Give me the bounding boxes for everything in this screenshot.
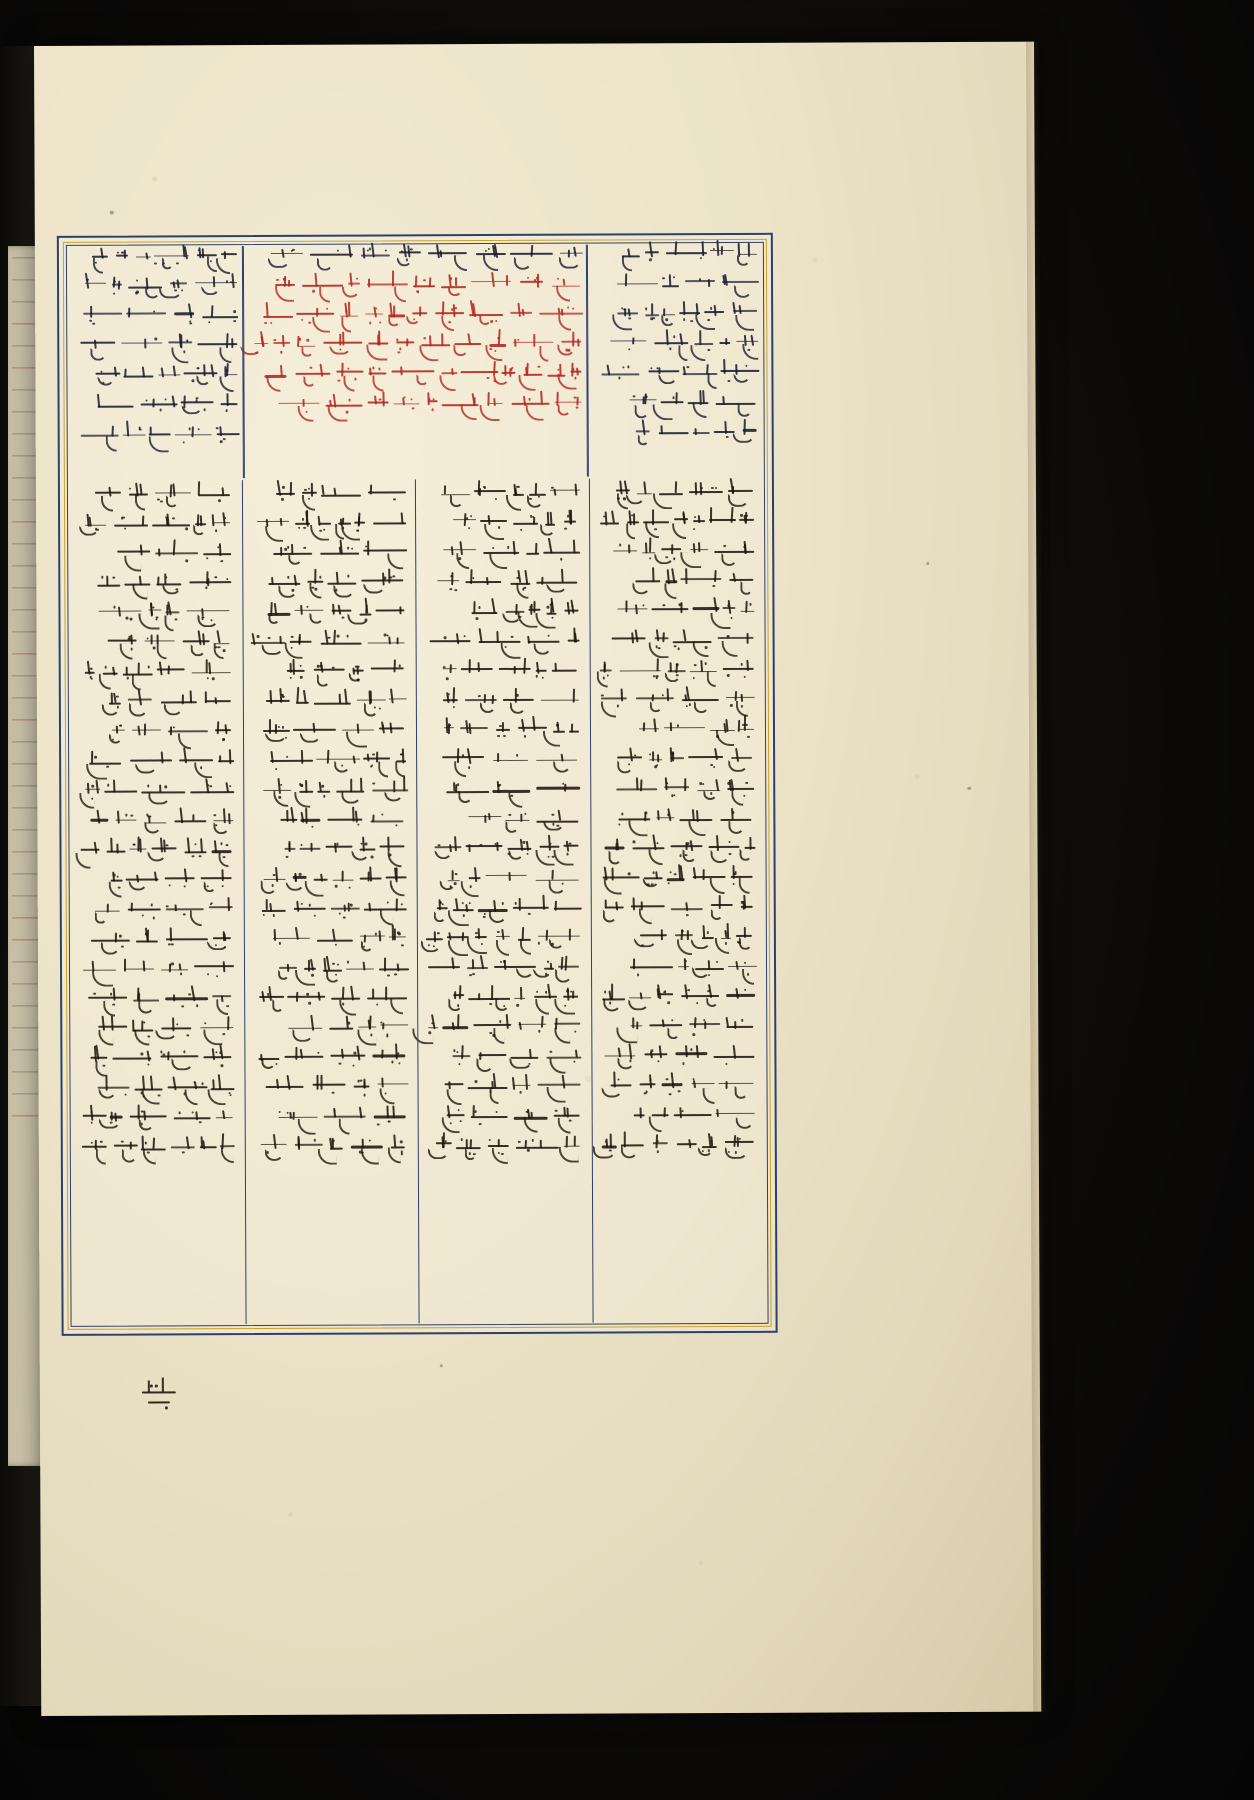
text-line [250, 958, 411, 980]
text-line [75, 484, 236, 506]
ruled-text-block [57, 233, 778, 1336]
text-line [249, 513, 410, 535]
text-line [423, 631, 584, 653]
folio-layout-label [1033, 42, 1034, 43]
text-line [425, 1106, 586, 1128]
text-line [75, 514, 236, 536]
text-line [596, 719, 758, 741]
text-line [598, 1135, 760, 1157]
text-line [596, 660, 758, 682]
text-line [424, 869, 585, 891]
text-line [597, 808, 759, 830]
text-line [424, 987, 585, 1009]
text-line [78, 1078, 239, 1100]
rubric-heading-panel [68, 244, 763, 479]
verse-column-1 [69, 480, 246, 1325]
text-line [597, 838, 759, 860]
text-line [77, 1018, 238, 1040]
text-line [78, 1108, 239, 1130]
text-line [250, 751, 411, 773]
text-line [250, 780, 411, 802]
text-line [251, 1018, 412, 1040]
verse-column-3 [416, 479, 593, 1324]
text-line [244, 393, 586, 416]
text-line [423, 839, 584, 861]
text-line [77, 959, 238, 981]
text-line [78, 1137, 239, 1159]
text-line [244, 245, 586, 268]
text-line [425, 1136, 586, 1158]
text-line [596, 601, 758, 623]
text-line [77, 989, 238, 1011]
text-line [251, 1047, 412, 1069]
text-line [596, 541, 758, 563]
text-line [251, 1077, 412, 1099]
text-line [244, 304, 586, 327]
text-line [596, 571, 758, 593]
text-line [422, 483, 583, 505]
text-line [249, 721, 410, 743]
text-line [424, 958, 585, 980]
text-line [423, 809, 584, 831]
text-line [424, 928, 585, 950]
text-line [597, 927, 759, 949]
text-line [77, 929, 238, 951]
text-line [597, 957, 759, 979]
text-line [76, 662, 237, 684]
text-line [597, 897, 759, 919]
text-line [597, 779, 759, 801]
text-line [596, 512, 758, 534]
text-line [249, 661, 410, 683]
text-line [69, 424, 243, 446]
text-line [248, 483, 409, 505]
text-line [76, 751, 237, 773]
text-line [597, 868, 759, 890]
margin-speck [110, 211, 114, 215]
text-line [250, 929, 411, 951]
rubric-column-center [243, 245, 588, 478]
text-line [423, 720, 584, 742]
text-line [595, 482, 757, 504]
text-line [68, 365, 242, 387]
text-line [249, 543, 410, 565]
text-line [423, 750, 584, 772]
rubric-column-left [587, 244, 763, 477]
text-line [68, 246, 242, 268]
text-line [251, 988, 412, 1010]
text-line [77, 870, 238, 892]
text-line [598, 1016, 760, 1038]
rubric-column-right [68, 246, 244, 479]
margin-speck [440, 1364, 443, 1367]
text-line [250, 810, 411, 832]
text-line [249, 602, 410, 624]
text-line [425, 1076, 586, 1098]
text-line [423, 779, 584, 801]
text-line [68, 305, 242, 327]
text-line [75, 603, 236, 625]
text-line [77, 900, 238, 922]
text-line [251, 1107, 412, 1129]
text-line [589, 392, 763, 414]
folio-script-label [1033, 42, 1034, 43]
text-line [588, 303, 762, 325]
text-line [424, 1047, 585, 1069]
text-line [589, 422, 763, 444]
text-line [76, 692, 237, 714]
text-line [596, 690, 758, 712]
text-line [422, 601, 583, 623]
manuscript-folio [34, 42, 1041, 1716]
text-line [251, 1136, 412, 1158]
folio-description [1033, 42, 1034, 43]
text-line [68, 335, 242, 357]
text-line [422, 542, 583, 564]
text-line [588, 274, 762, 296]
text-line [250, 899, 411, 921]
text-line [597, 749, 759, 771]
verse-column-4 [589, 478, 766, 1323]
text-line [76, 633, 237, 655]
text-line [75, 573, 236, 595]
text-line [249, 632, 410, 654]
folio-language-label [1033, 42, 1034, 43]
text-line [249, 572, 410, 594]
text-line [588, 333, 762, 355]
text-line [422, 512, 583, 534]
text-line [76, 840, 237, 862]
text-line [588, 244, 762, 266]
text-line [68, 276, 242, 298]
text-line [596, 630, 758, 652]
text-line [244, 334, 586, 357]
text-line [75, 543, 236, 565]
text-line [249, 691, 410, 713]
catchword-mark [110, 1375, 180, 1415]
margin-speck [926, 562, 929, 565]
text-line [250, 840, 411, 862]
text-line [598, 1046, 760, 1068]
verse-columns [69, 478, 767, 1325]
text-line [69, 395, 243, 417]
text-line [422, 572, 583, 594]
text-line [424, 898, 585, 920]
text-line [76, 781, 237, 803]
text-line [76, 722, 237, 744]
text-line [244, 274, 586, 297]
text-line [423, 690, 584, 712]
text-line [424, 1017, 585, 1039]
text-line [598, 1076, 760, 1098]
text-line [598, 987, 760, 1009]
margin-speck [967, 787, 971, 790]
text-line [250, 869, 411, 891]
verse-column-2 [242, 479, 419, 1324]
text-line [589, 363, 763, 385]
text-line [423, 661, 584, 683]
text-line [77, 1048, 238, 1070]
text-line [598, 1105, 760, 1127]
text-line [244, 363, 586, 386]
text-line [76, 811, 237, 833]
